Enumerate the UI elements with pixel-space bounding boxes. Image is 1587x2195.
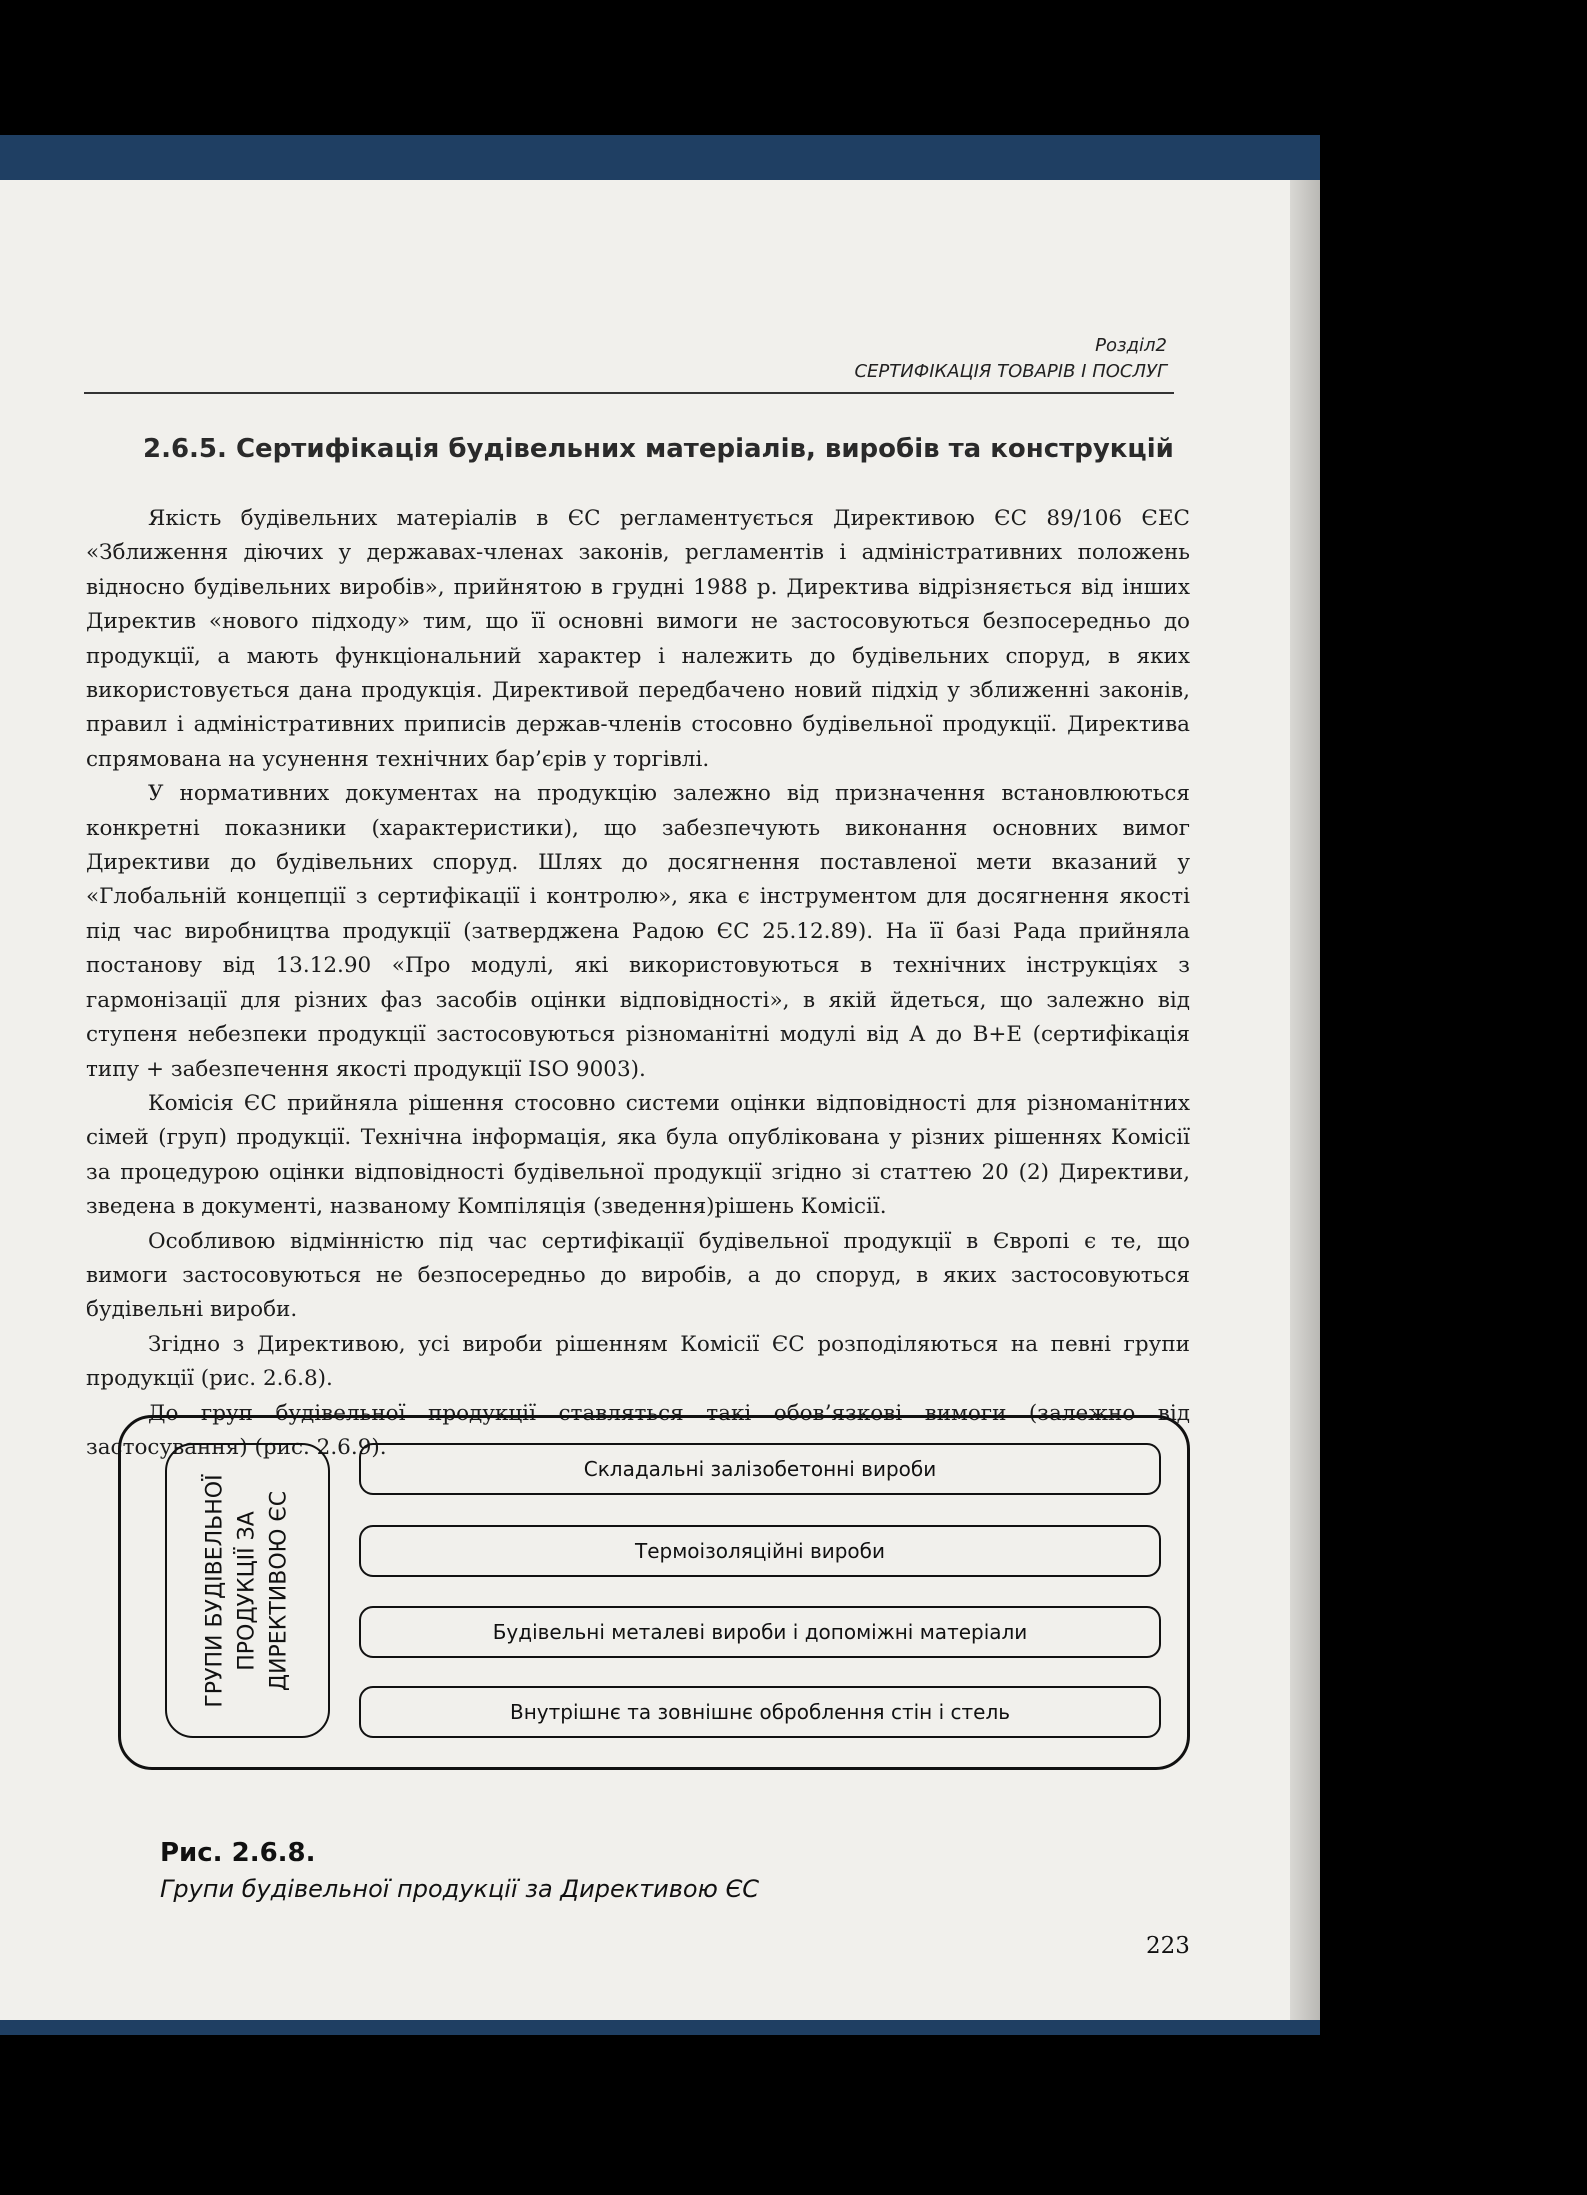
diagram-title (200, 1474, 296, 1707)
group-box: Термоізоляційні вироби (359, 1525, 1161, 1577)
diagram-title-line: ПРОДУКЦІЇ ЗА (234, 1510, 260, 1671)
running-head-section: Розділ2 (1095, 335, 1167, 356)
figure-title: Групи будівельної продукції за Директивою ЄС (160, 1875, 759, 1903)
diagram-title-box (165, 1443, 330, 1738)
figure-number: Рис. 2.6.8. (160, 1838, 316, 1868)
paragraph: Комісія ЄС прийняла рішення стосовно системи оцінки відповідності для різноманітних сімей (груп) продукції. Технічна інформація, яка була опублікована у різних рішеннях Комісії за процедурою оцінки відповідності будівельної продукції згідно зі статтею 20 (2) Директиви, зведена в документі, названому Компіляція (зведення)рішень Комісії. (86, 1090, 1190, 1220)
paragraph: Особливою відмінністю під час сертифікації будівельної продукції в Європі є те, що вимоги застосовуються не безпосередньо до виробів, а до споруд, в яких застосовуються будівельні вироби. (86, 1228, 1190, 1323)
paragraph: До груп будівельної продукції ставляться такі обов’язкові вимоги (залежно від застосування) (рис. 2.6.9). (86, 1400, 1190, 1460)
paragraph: У нормативних документах на продукцію залежно від призначення встановлюються конкретні показники (характеристики), що забезпечують виконання основних вимог Директиви до будівельних споруд. Шлях до досягнення поставленої мети вказаний у «Глобальній концепції з сертифікації і контролю», яка є інструментом для досягнення якості під час виробництва продукції (затверджена Радою ЄС 25.12.89). На її базі Рада прийняла постанову від 13.12.90 «Про модулі, які використовуються в технічних інструкціях з гармонізації для різних фаз засобів оцінки відповідності», в якій йдеться, що залежно від ступеня небезпеки продукції застосовуються різноманітні модулі від А до В+Е (сертифікація типу + забезпечення якості продукції ISO 9003). (86, 781, 1190, 1082)
body-text (86, 502, 1190, 1465)
diagram-title-line: ГРУПИ БУДІВЕЛЬНОЇ (202, 1473, 228, 1708)
page-number: 223 (1146, 1933, 1190, 1959)
paragraph: Якість будівельних матеріалів в ЄС регламентується Директивою ЄС 89/106 ЄЕС «Зближення діючих у державах-членах законів, регламентів і адміністративних положень відносно будівельних виробів», прийнятою в грудні 1988 р. Директива відрізняється від інших Директив «нового підходу» тим, що її основні вимоги не застосовуються безпосередньо до продукції, а мають функціональний характер і належить до будівельних споруд, в яких використовується дана продукція. Директивой передбачено новий підхід у зближенні законів, правил і адміністративних приписів держав-членів стосовно будівельної продукції. Директива спрямована на усунення технічних бар’єрів у торгівлі. (86, 506, 1190, 772)
header-rule (84, 392, 1174, 394)
page-edge (1290, 180, 1320, 2020)
running-head-chapter: СЕРТИФІКАЦІЯ ТОВАРІВ І ПОСЛУГ (854, 361, 1167, 382)
section-heading: 2.6.5. Сертифікація будівельних матеріалів, виробів та конструкцій (143, 434, 1174, 464)
diagram-title-line: ДИРЕКТИВОЮ ЄС (266, 1490, 292, 1691)
running-head (854, 333, 1167, 385)
figure-caption (160, 1835, 759, 1907)
group-box: Внутрішнє та зовнішнє оброблення стін і стель (359, 1686, 1161, 1738)
group-box: Будівельні металеві вироби і допоміжні матеріали (359, 1606, 1161, 1658)
product-groups-diagram (118, 1415, 1190, 1770)
group-box: Складальні залізобетонні вироби (359, 1443, 1161, 1495)
paragraph: Згідно з Директивою, усі вироби рішенням Комісії ЄС розподіляються на певні групи продукції (рис. 2.6.8). (86, 1331, 1190, 1392)
